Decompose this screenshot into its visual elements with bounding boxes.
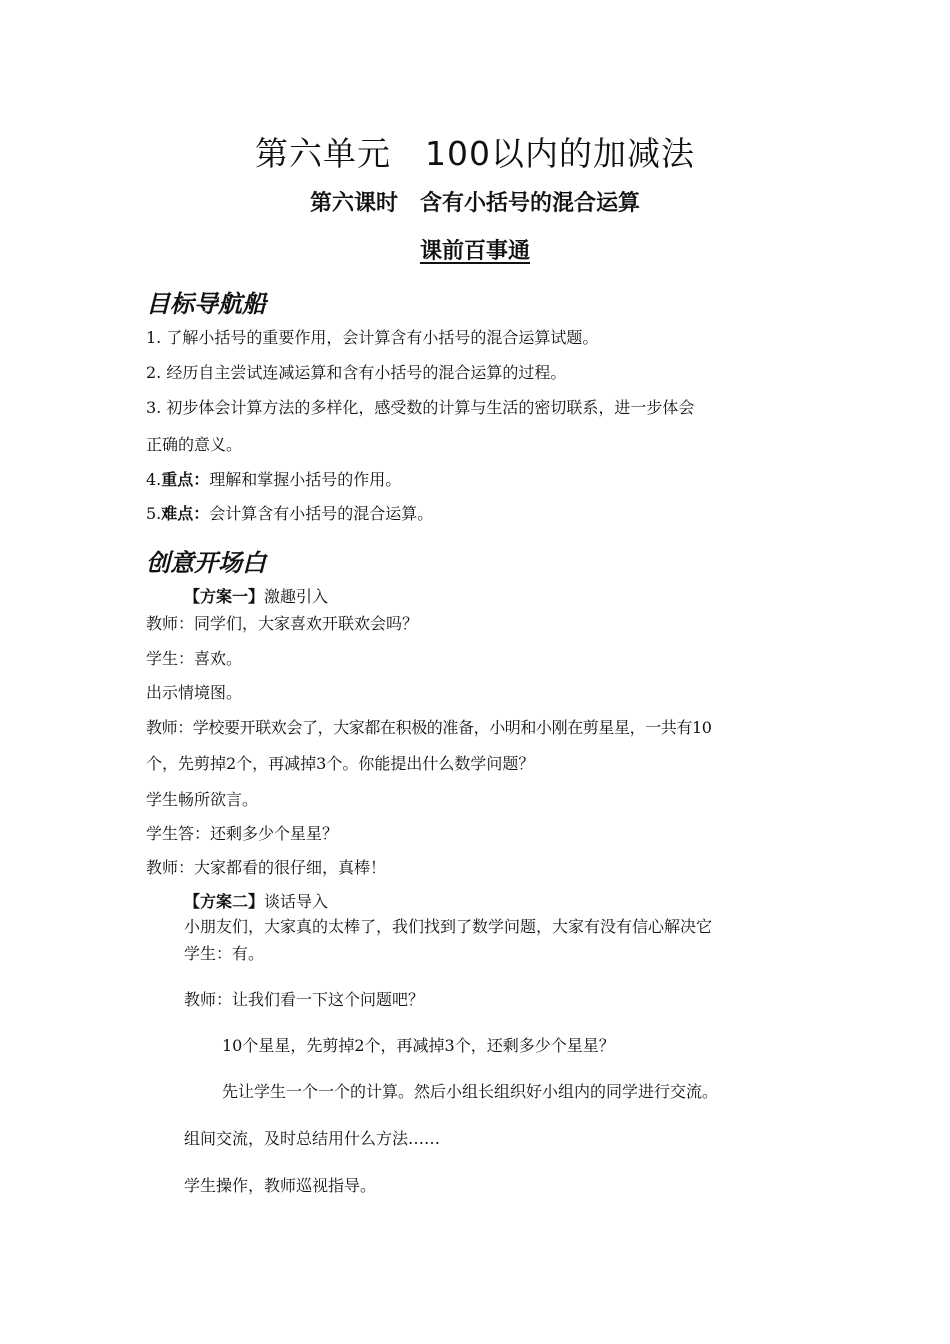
plan1-line: 教师：学校要开联欢会了，大家都在积极的准备，小明和小刚在剪星星，一共有10 [146, 718, 712, 737]
plan1-label: 【方案一】 [184, 587, 265, 606]
opening-heading: 创意开场白 [146, 549, 266, 577]
plan2-label: 【方案二】 [184, 892, 265, 911]
plan1-title [184, 584, 328, 607]
plan1-line: 出示情境图。 [146, 683, 243, 702]
goal-item-3-continued: 正确的意义。 [146, 435, 243, 454]
goal-item-2: 2. 经历自主尝试连减运算和含有小括号的混合运算的过程。 [146, 363, 567, 382]
plan1-line: 个，先剪掉2个，再减掉3个。你能提出什么数学问题？ [146, 754, 535, 773]
plan2-name: 谈话导入 [264, 892, 329, 911]
plan2-line: 先让学生一个一个的计算。然后小组长组织好小组内的同学进行交流。 [222, 1082, 719, 1101]
plan2-line: 小朋友们，大家真的太棒了，我们找到了数学问题，大家有没有信心解决它 [184, 917, 713, 936]
plan2-line: 教师：让我们看一下这个问题吧？ [184, 990, 425, 1009]
section-title [0, 234, 950, 265]
key-point-text: 理解和掌握小括号的作用。 [209, 470, 402, 489]
plan1-line: 教师：同学们，大家喜欢开联欢会吗？ [146, 614, 419, 633]
page-title: 第六单元 100以内的加减法 [255, 134, 695, 173]
goals-heading: 目标导航船 [146, 290, 266, 318]
plan2-title [184, 889, 328, 912]
goal-item-3: 3. 初步体会计算方法的多样化，感受数的计算与生活的密切联系，进一步体会 [146, 398, 695, 417]
key-point-prefix: 4. [146, 470, 162, 489]
plan1-line: 学生畅所欲言。 [146, 790, 259, 809]
plan2-line: 学生：有。 [184, 944, 265, 963]
key-point [146, 467, 401, 490]
plan1-line: 教师：大家都看的很仔细，真棒！ [146, 858, 387, 877]
difficult-point-label: 难点： [161, 504, 210, 523]
plan1-name: 激趣引入 [264, 587, 329, 606]
plan1-line: 学生：喜欢。 [146, 649, 243, 668]
difficult-point-prefix: 5. [146, 504, 162, 523]
difficult-point [146, 501, 433, 524]
lesson-subtitle: 第六课时 含有小括号的混合运算 [309, 191, 640, 216]
plan2-line: 学生操作，教师巡视指导。 [184, 1176, 377, 1195]
section-title-text: 课前百事通 [419, 239, 530, 264]
plan2-line: 10个星星，先剪掉2个，再减掉3个，还剩多少个星星？ [222, 1036, 615, 1055]
plan2-line: 组间交流，及时总结用什么方法…… [184, 1129, 441, 1148]
difficult-point-text: 会计算含有小括号的混合运算。 [209, 504, 434, 523]
key-point-label: 重点： [161, 470, 210, 489]
plan1-line: 学生答：还剩多少个星星？ [146, 824, 339, 843]
goal-item-1: 1. 了解小括号的重要作用，会计算含有小括号的混合运算试题。 [146, 328, 599, 347]
